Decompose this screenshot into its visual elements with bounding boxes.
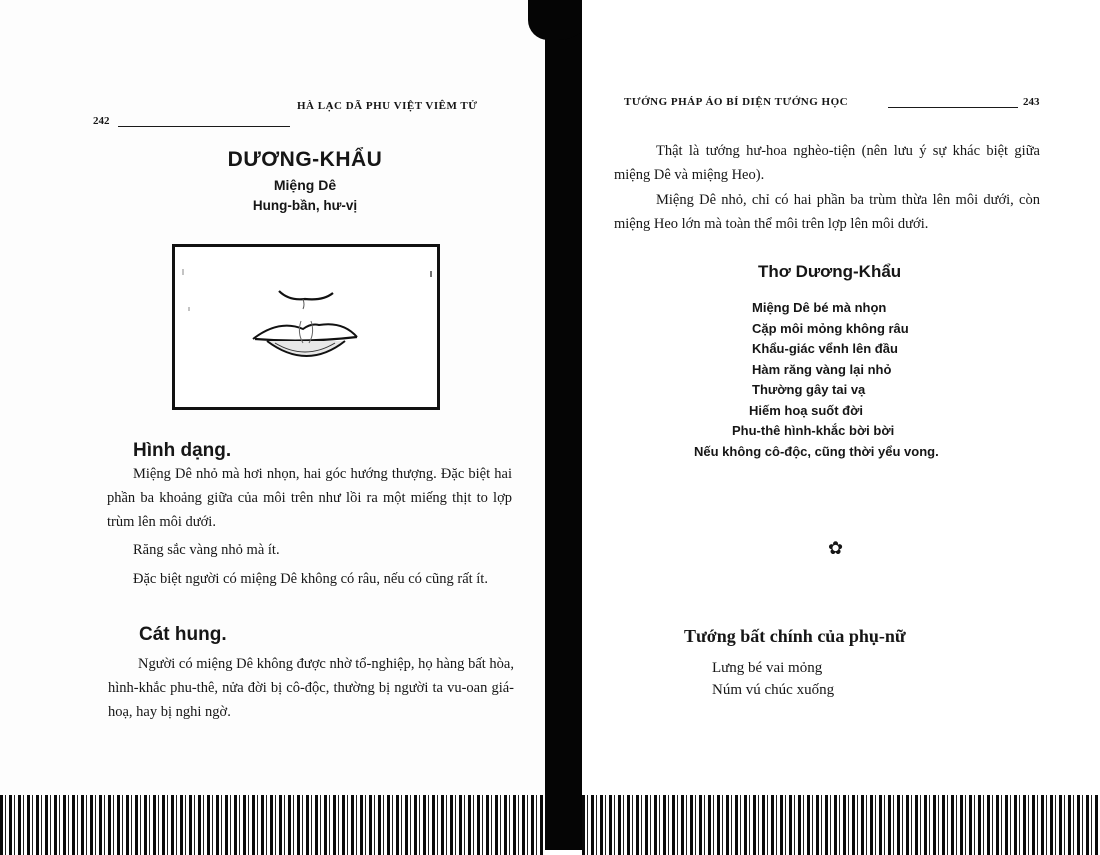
poem-line: Hiếm hoạ suốt đời: [749, 402, 863, 418]
right-page: [582, 0, 1100, 850]
shape-paragraph-1: Miệng Dê nhỏ mà hơi nhọn, hai góc hướng thượng. Đặc biệt hai phần ba khoảng giữa của môi trên như lồi ra một miếng thịt to lợp trùm lên môi dưới.: [107, 466, 512, 530]
section-heading-fortune: Cát hung.: [139, 624, 227, 645]
scan-artifact-strip-left: [0, 795, 545, 855]
right-page-number: 243: [1023, 96, 1040, 108]
chapter-subtitle-1: Miệng Dê: [273, 177, 337, 193]
chapter-title: DƯƠNG-KHẨU: [227, 148, 383, 171]
left-page: [0, 0, 545, 850]
poem-block: [692, 298, 939, 462]
left-header-rule: [118, 126, 290, 127]
closing-line: Lưng bé vai mỏng: [712, 660, 823, 676]
poem-line: Cặp môi mỏng không râu: [752, 320, 909, 336]
women-section-heading: Tướng bất chính của phụ-nữ: [684, 626, 906, 646]
closing-lines: [712, 657, 834, 701]
poem-line: Thường gây tai vạ: [752, 382, 866, 397]
flower-ornament-icon: ✿: [828, 538, 844, 558]
poem-title: Thơ Dương-Khẩu: [758, 262, 902, 281]
goat-mouth-illustration: [175, 247, 437, 407]
scan-artifact-strip-right: [582, 795, 1100, 855]
shape-paragraph-3: Đặc biệt người có miệng Dê không có râu, nếu có cũng rất ít.: [133, 571, 488, 587]
right-header-rule: [888, 107, 1018, 108]
comparison-paragraph-2: Miệng Dê nhỏ, chỉ có hai phần ba trùm thừa lên môi dưới, còn miệng Heo lớn mà toàn thể môi trên lợp lên môi dưới.: [614, 192, 1040, 232]
left-page-number: 242: [93, 115, 110, 127]
poem-line: Hàm răng vàng lại nhỏ: [752, 361, 892, 377]
closing-line: Núm vú chúc xuống: [712, 682, 835, 698]
mouth-illustration-frame: [172, 244, 440, 410]
poem-line: Khẩu-giác vểnh lên đầu: [752, 341, 898, 356]
comparison-paragraph-1: Thật là tướng hư-hoa nghèo-tiện (nên lưu ý sự khác biệt giữa miệng Dê và miệng Heo).: [614, 143, 1040, 183]
chapter-subtitle-2: Hung-bần, hư-vị: [252, 198, 358, 213]
book-gutter: [545, 0, 582, 850]
poem-line: Nếu không cô-độc, cũng thời yểu vong.: [694, 443, 939, 459]
fortune-paragraph-1: Người có miệng Dê không được nhờ tổ-nghiệp, họ hàng bất hòa, hình-khắc phu-thê, nửa đời bị cô-độc, thường bị người ta vu-oan giá-hoạ, hay bị nghi ngờ.: [108, 656, 514, 720]
left-running-head: HÀ LẠC DÃ PHU VIỆT VIÊM TỬ: [297, 100, 478, 112]
section-heading-shape: Hình dạng.: [133, 440, 232, 461]
shape-paragraph-2: Răng sắc vàng nhỏ mà ít.: [133, 542, 280, 558]
right-running-head: TƯỚNG PHÁP ÁO BÍ DIỆN TƯỚNG HỌC: [624, 96, 849, 108]
poem-line: Miệng Dê bé mà nhọn: [752, 300, 887, 315]
poem-line: Phu-thê hình-khắc bời bời: [732, 423, 895, 438]
